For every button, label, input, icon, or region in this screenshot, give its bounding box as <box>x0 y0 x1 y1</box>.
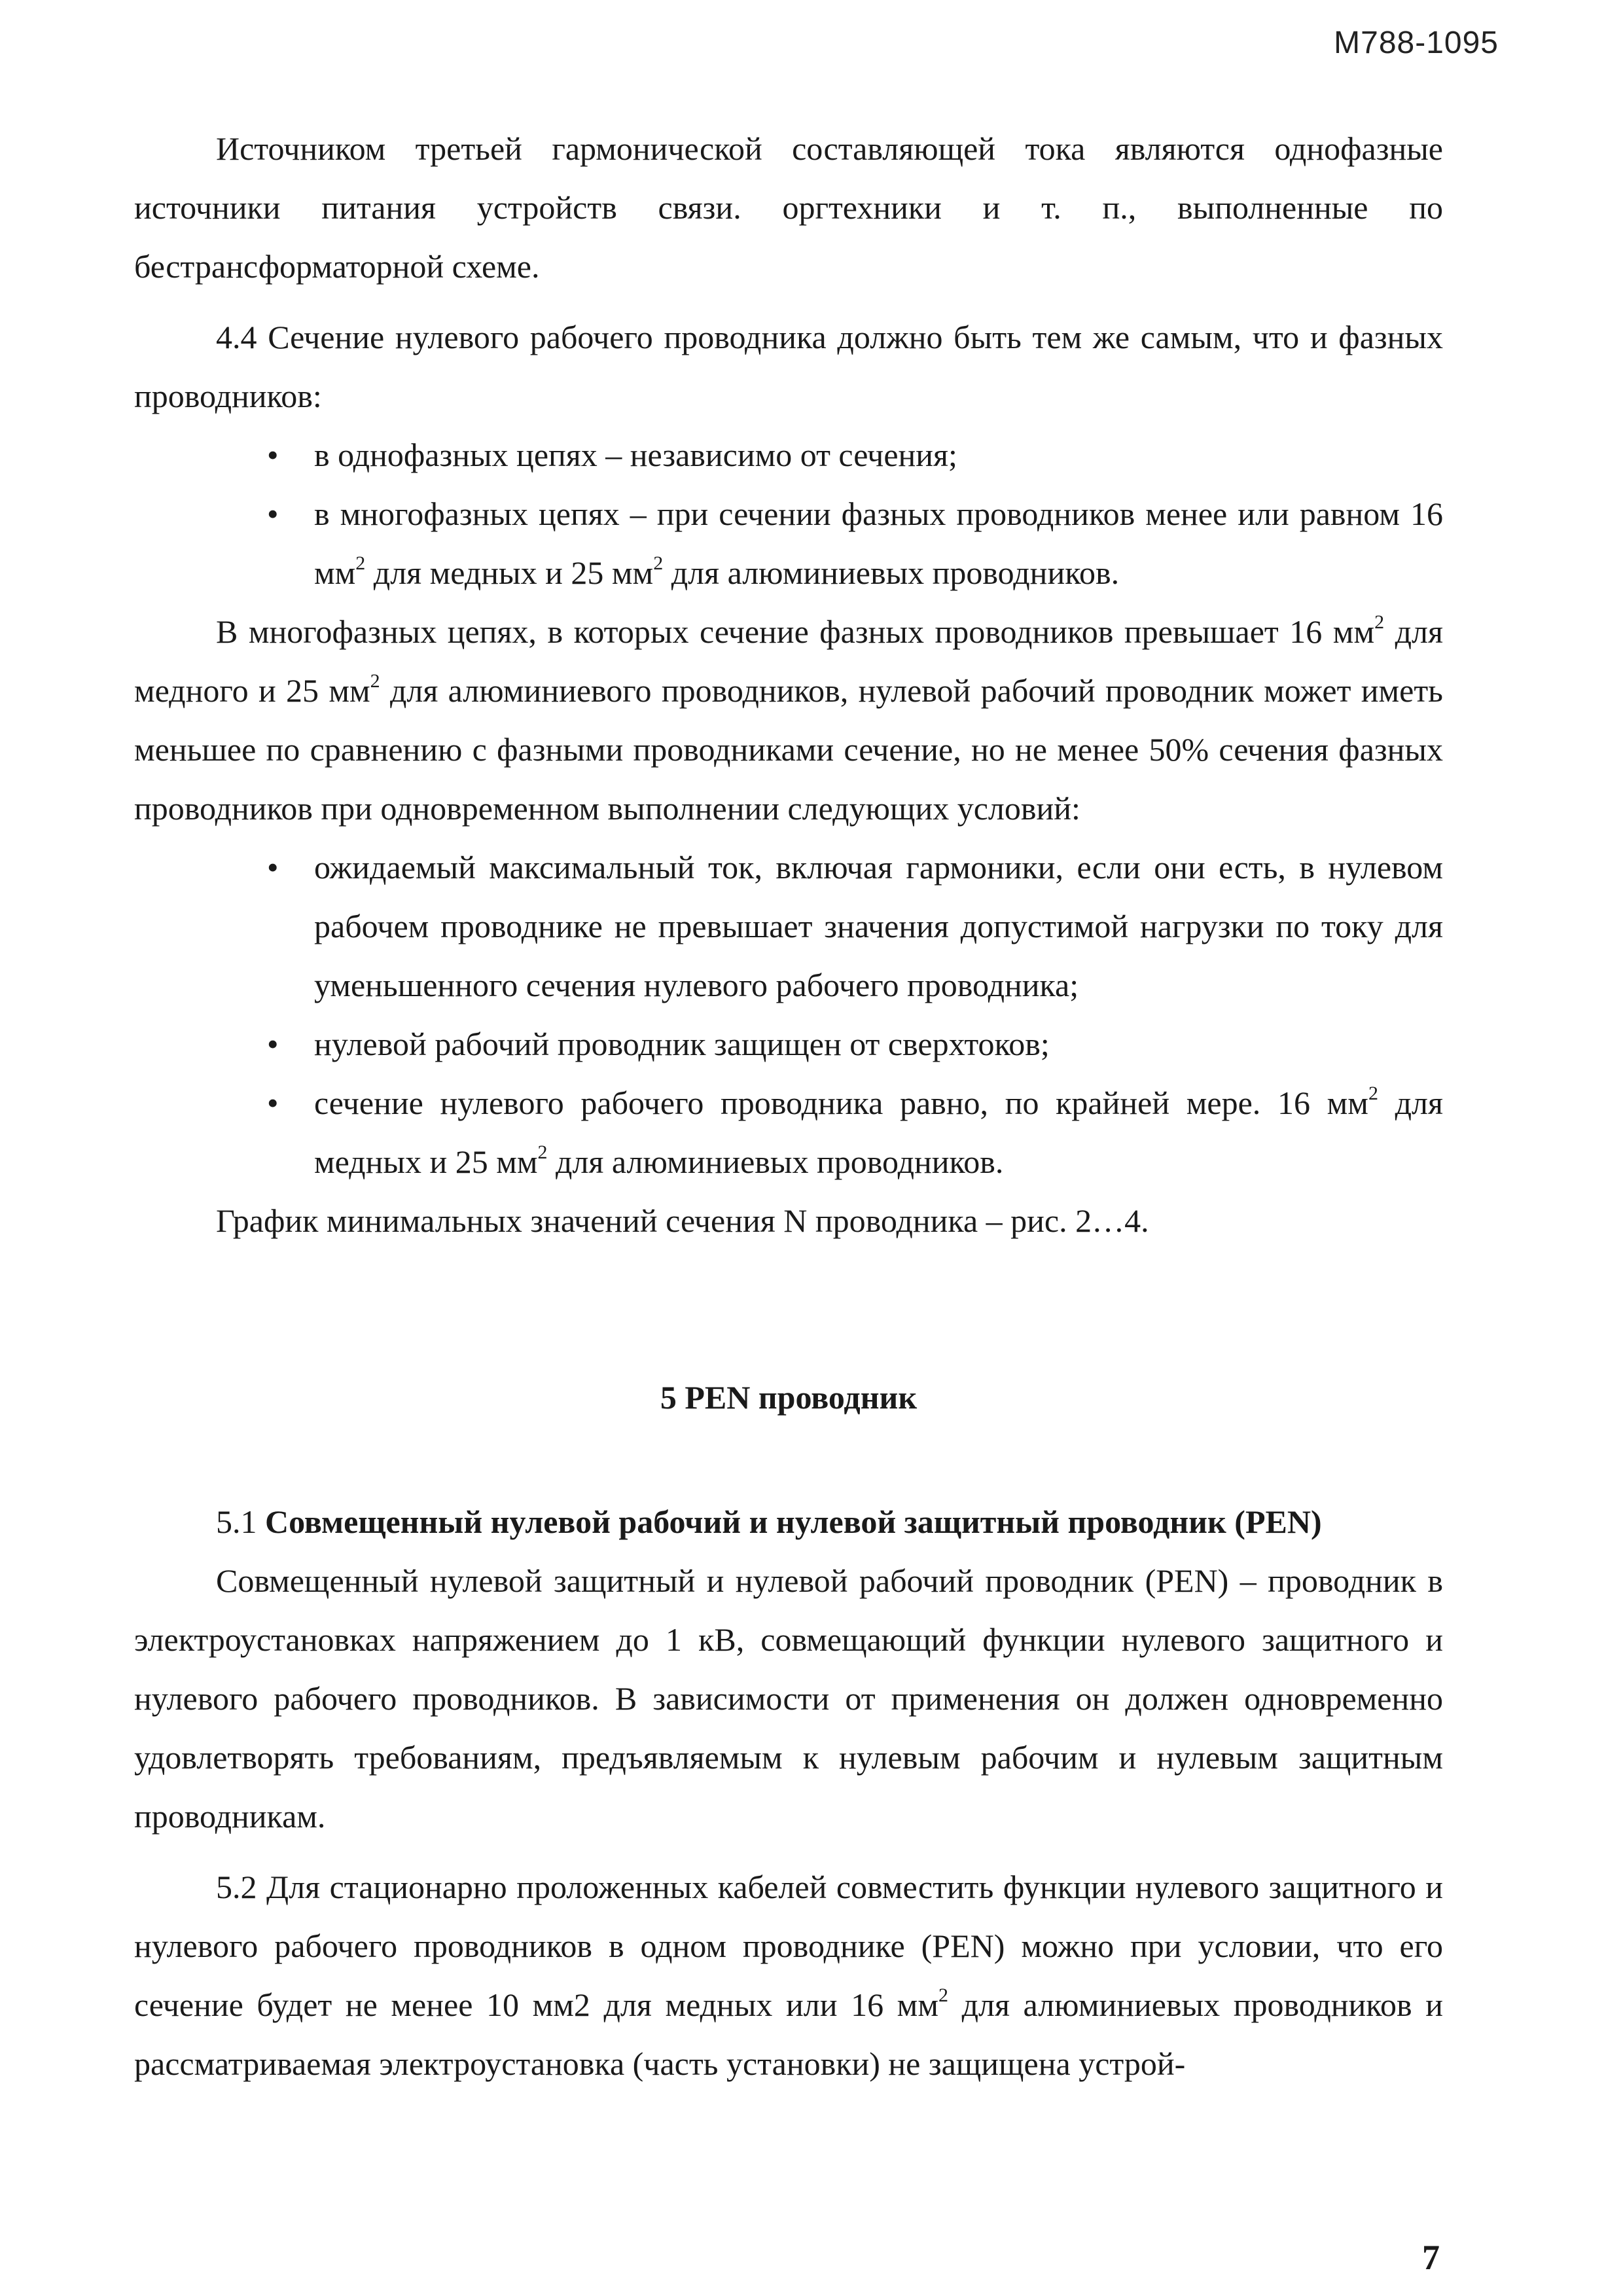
list-item: • в однофазных цепях – независимо от сечения; <box>314 425 1443 484</box>
page-number: 7 <box>1422 2238 1440 2277</box>
paragraph-pen-definition: Совмещенный нулевой защитный и нулевой рабочий проводник (PEN) – проводник в электроустановках напряжением до 1 кВ, совмещающий функции нулевого защитного и нулевого рабочего проводников. В зависимости от применения он должен одновременно удовлетворять требованиям, предъявляемым к нулевым рабочим и нулевым защитным проводникам. <box>134 1562 1443 1835</box>
list-item: • ожидаемый максимальный ток, включая гармоники, если они есть, в нулевом рабочем проводнике не превышает значения допустимой нагрузки по току для уменьшенного сечения нулевого рабочего проводника; <box>314 838 1443 1014</box>
subsection-heading: 5.1 Совмещенный нулевой рабочий и нулевой защитный проводник (PEN) <box>216 1503 1322 1540</box>
paragraph-5-2: 5.2 Для стационарно проложенных кабелей совместить функции нулевого защитного и нулевого рабочего проводников в одном проводнике (PEN) можно при условии, что его сечение будет не менее 10 мм2 для медных или 16 $мм^2$ для алюминиевых проводников и рассматриваемая электроустановка (часть установки) не защищена устрой- <box>134 1869 1443 2082</box>
paragraph-chart-reference: График минимальных значений сечения N проводника – рис. 2…4. <box>216 1202 1149 1239</box>
list-item: • сечение нулевого рабочего проводника равно, по крайней мере. 16 $мм^2$ для медных и 25 $мм^2$ для алюминиевых проводников. <box>314 1073 1443 1191</box>
paragraph-multiphase: В многофазных цепях, в которых сечение фазных проводников превышает 16 $мм^2$ для медного и 25 $мм^2$ для алюминиевого проводников, нулевой рабочий проводник может иметь меньшее по сравнению с фазными проводниками сечение, но не менее 50% сечения фазных проводников при одновременном выполнении следующих условий: <box>134 611 1443 827</box>
bullet-list-2 <box>134 838 1443 1191</box>
paragraph-4-4: 4.4 Сечение нулевого рабочего проводника должно быть тем же самым, что и фазных проводников: <box>134 319 1443 414</box>
bullet-list-1 <box>134 425 1443 602</box>
list-item: • нулевой рабочий проводник защищен от сверхтоков; <box>314 1014 1443 1073</box>
section-heading: 5 PEN проводник <box>660 1379 918 1416</box>
page-body <box>134 119 1443 2093</box>
document-code: М788-1095 <box>1334 26 1499 60</box>
paragraph-third-harmonic: Источником третьей гармонической составляющей тока являются однофазные источники питания устройств связи. оргтехники и т. п., выполненные по бестрансформаторной схеме. <box>134 130 1443 285</box>
list-item: • в многофазных цепях – при сечении фазных проводников менее или равном 16 $мм^2$ для медных и 25 $мм^2$ для алюминиевых проводников. <box>314 484 1443 602</box>
